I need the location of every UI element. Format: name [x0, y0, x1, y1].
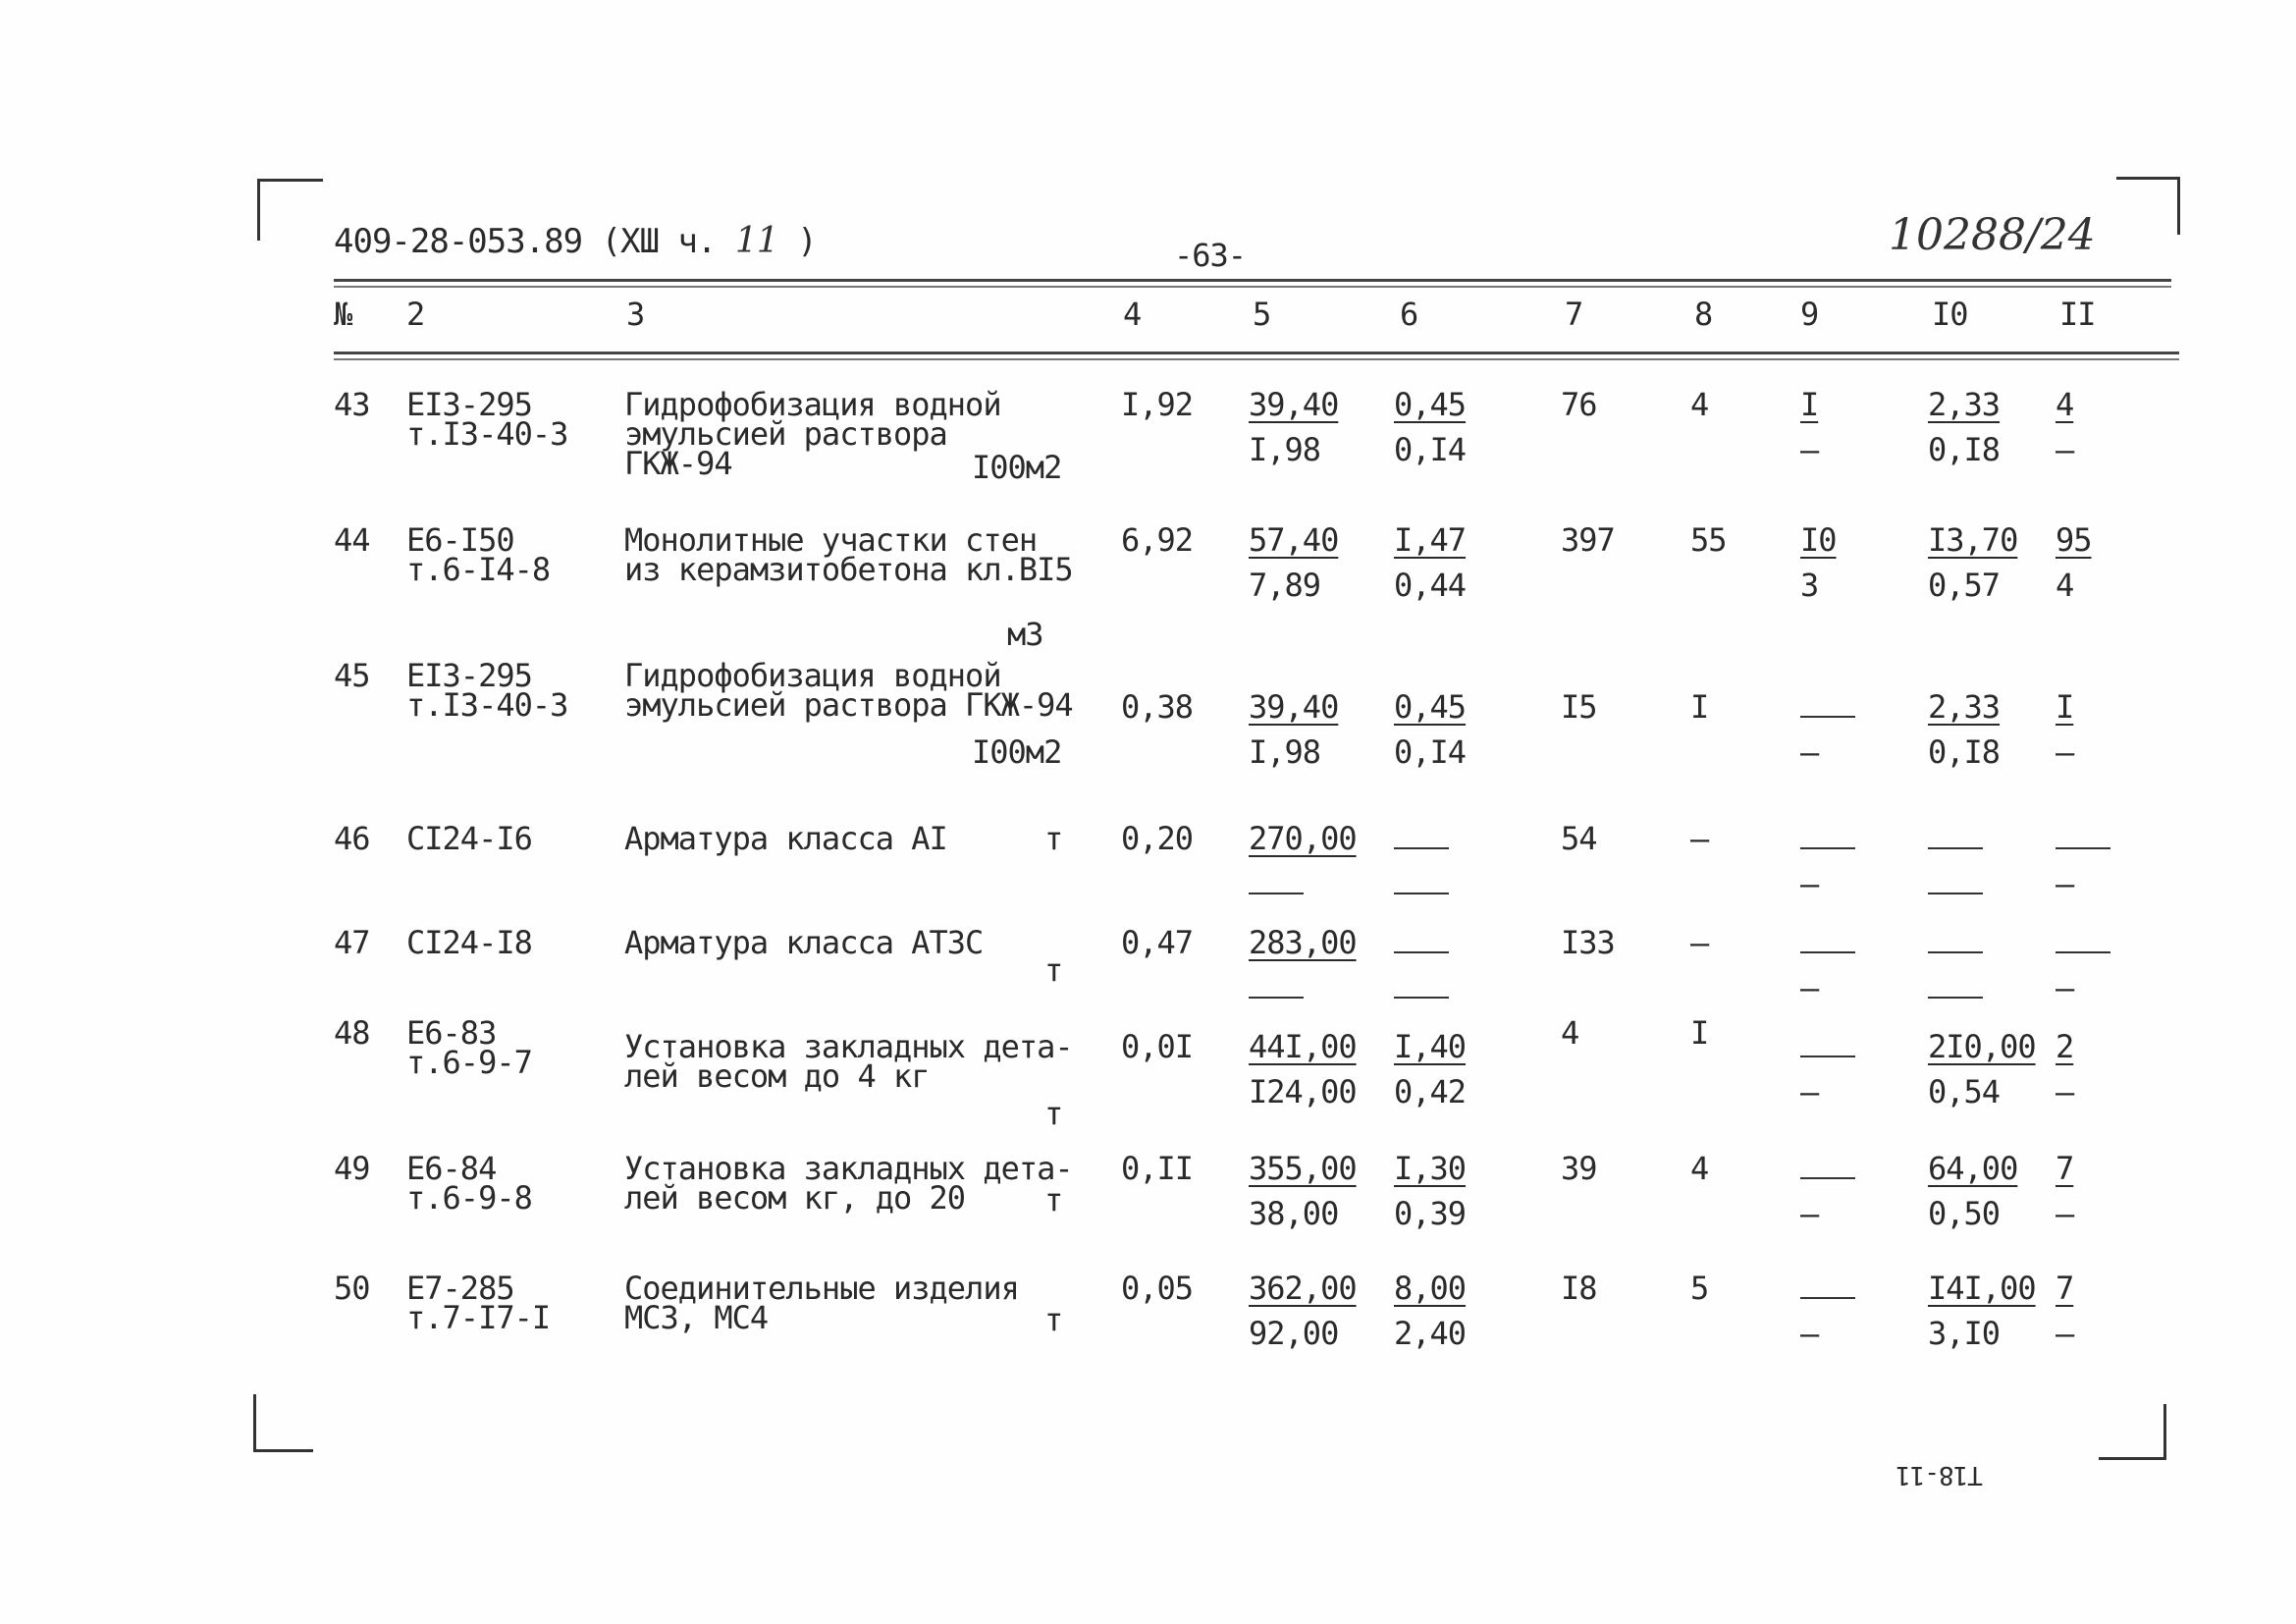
norm-code: т.6-9-7: [406, 1044, 532, 1081]
header-rule-top: [334, 279, 2171, 282]
norm-code: т.I3-40-3: [406, 686, 568, 724]
crop-mark-bottom-left: [253, 1394, 313, 1452]
machine-wages: 0,I4: [1394, 431, 1467, 468]
labor-per-unit: I3,70: [1928, 521, 2018, 559]
norm-code: E7-285: [406, 1270, 514, 1307]
machine-labor-per-unit: [1928, 868, 1983, 899]
work-description: Монолитные участки стен: [624, 521, 1038, 559]
machine-wages: [1394, 972, 1449, 1003]
column-header-10: I0: [1932, 296, 1968, 333]
machine-labor-total: –: [2056, 1195, 2074, 1232]
labor-total: 4: [2056, 386, 2074, 423]
unit-cost-total: 57,40: [1249, 521, 1339, 559]
footer-stamp: T18-11: [1896, 1460, 1983, 1489]
machine-total-wages: 3: [1800, 567, 1819, 604]
quantity: 6,92: [1121, 521, 1194, 559]
quantity: 0,0I: [1121, 1028, 1194, 1065]
machine-labor-total: –: [2056, 431, 2074, 468]
machine-total-wages: –: [1800, 969, 1819, 1006]
column-header-2: 2: [406, 296, 425, 333]
header-rule-bottom: [334, 352, 2179, 354]
total-cost: 4: [1561, 1014, 1579, 1052]
row-number: 46: [334, 820, 370, 857]
work-description: лей весом до 4 кг: [624, 1057, 930, 1095]
labor-per-unit: 64,00: [1928, 1150, 2018, 1187]
column-header-1: №: [334, 296, 352, 333]
document-code-close: ): [797, 222, 817, 261]
machine-labor-total: –: [2056, 865, 2074, 902]
machine-cost: [1394, 927, 1449, 958]
column-header-11: II: [2059, 296, 2096, 333]
total-wages: I: [1690, 1014, 1709, 1052]
unit-cost-wages: [1249, 868, 1304, 899]
machine-cost: [1394, 823, 1449, 854]
quantity: 0,II: [1121, 1150, 1194, 1187]
quantity: 0,20: [1121, 820, 1194, 857]
unit-of-measure: I00м2: [972, 733, 1062, 771]
labor-total: I: [2056, 688, 2074, 726]
labor-total: 7: [2056, 1150, 2074, 1187]
unit-of-measure: т: [1044, 951, 1063, 989]
crop-mark-top-left: [257, 179, 323, 241]
machine-total: [1800, 927, 1855, 958]
total-cost: I33: [1561, 924, 1615, 961]
machine-labor-per-unit: [1928, 972, 1983, 1003]
total-cost: 76: [1561, 386, 1597, 423]
unit-cost-wages: I24,00: [1249, 1073, 1357, 1110]
machine-labor-total: 4: [2056, 567, 2074, 604]
total-cost: 54: [1561, 820, 1597, 857]
unit-cost-total: 355,00: [1249, 1150, 1357, 1187]
machine-wages: 0,42: [1394, 1073, 1467, 1110]
machine-wages: 0,44: [1394, 567, 1467, 604]
machine-wages: 0,I4: [1394, 733, 1467, 771]
row-number: 47: [334, 924, 370, 961]
unit-cost-wages: 38,00: [1249, 1195, 1339, 1232]
labor-per-unit: [1928, 927, 1983, 958]
quantity: I,92: [1121, 386, 1194, 423]
norm-code: EI3-295: [406, 386, 532, 423]
total-wages: 4: [1690, 1150, 1709, 1187]
total-wages: –: [1690, 820, 1709, 857]
work-description: эмульсией раствора ГКЖ-94: [624, 686, 1073, 724]
machine-cost: I,30: [1394, 1150, 1467, 1187]
machine-cost: 0,45: [1394, 688, 1467, 726]
machine-labor-total: –: [2056, 1315, 2074, 1352]
machine-total-wages: –: [1800, 1315, 1819, 1352]
machine-total-wages: –: [1800, 1195, 1819, 1232]
labor-total: 2: [2056, 1028, 2074, 1065]
machine-labor-total: –: [2056, 1073, 2074, 1110]
header-rule-top-thin: [334, 286, 2171, 288]
machine-total-wages: –: [1800, 865, 1819, 902]
unit-of-measure: т: [1044, 820, 1063, 857]
machine-total: [1800, 1153, 1855, 1184]
row-number: 50: [334, 1270, 370, 1307]
row-number: 45: [334, 657, 370, 694]
machine-cost: 8,00: [1394, 1270, 1467, 1307]
machine-total: [1800, 1272, 1855, 1304]
labor-total: [2056, 927, 2110, 958]
header-rule-bottom-thin: [334, 358, 2179, 360]
machine-wages: 0,39: [1394, 1195, 1467, 1232]
column-header-3: 3: [626, 296, 645, 333]
column-header-5: 5: [1253, 296, 1271, 333]
unit-cost-wages: 7,89: [1249, 567, 1321, 604]
total-cost: 39: [1561, 1150, 1597, 1187]
machine-labor-per-unit: 0,I8: [1928, 733, 2001, 771]
unit-cost-wages: 92,00: [1249, 1315, 1339, 1352]
work-description: Соединительные изделия: [624, 1270, 1019, 1307]
total-cost: 397: [1561, 521, 1615, 559]
labor-per-unit: 2I0,00: [1928, 1028, 2036, 1065]
unit-cost-total: 44I,00: [1249, 1028, 1357, 1065]
unit-cost-total: 270,00: [1249, 820, 1357, 857]
total-cost: I5: [1561, 688, 1597, 726]
document-part-handwritten: 11: [734, 221, 778, 261]
quantity: 0,47: [1121, 924, 1194, 961]
work-description: MC3, MC4: [624, 1299, 769, 1336]
norm-code: т.6-9-8: [406, 1179, 532, 1217]
work-description: эмульсией раствора: [624, 415, 947, 453]
crop-mark-top-right: [2116, 177, 2180, 235]
unit-cost-wages: I,98: [1249, 733, 1321, 771]
machine-wages: [1394, 868, 1449, 899]
unit-cost-total: 362,00: [1249, 1270, 1357, 1307]
labor-per-unit: 2,33: [1928, 688, 2001, 726]
machine-labor-per-unit: 0,54: [1928, 1073, 2001, 1110]
labor-total: 7: [2056, 1270, 2074, 1307]
machine-total: [1800, 1031, 1855, 1062]
column-header-4: 4: [1123, 296, 1142, 333]
unit-of-measure: т: [1044, 1301, 1063, 1338]
column-header-7: 7: [1565, 296, 1583, 333]
unit-cost-total: 283,00: [1249, 924, 1357, 961]
column-header-8: 8: [1694, 296, 1713, 333]
work-description: Гидрофобизация водной: [624, 386, 1001, 423]
labor-total: [2056, 823, 2110, 854]
total-wages: 5: [1690, 1270, 1709, 1307]
machine-total-wages: –: [1800, 1073, 1819, 1110]
unit-of-measure: т: [1044, 1181, 1063, 1218]
machine-total: [1800, 691, 1855, 723]
norm-code: E6-84: [406, 1150, 497, 1187]
norm-code: E6-83: [406, 1014, 497, 1052]
quantity: 0,05: [1121, 1270, 1194, 1307]
labor-per-unit: 2,33: [1928, 386, 2001, 423]
labor-per-unit: [1928, 823, 1983, 854]
work-description: ГКЖ-94: [624, 445, 732, 482]
labor-per-unit: I4I,00: [1928, 1270, 2036, 1307]
norm-code: EI3-295: [406, 657, 532, 694]
machine-cost: I,40: [1394, 1028, 1467, 1065]
row-number: 48: [334, 1014, 370, 1052]
machine-labor-per-unit: 0,57: [1928, 567, 2001, 604]
machine-labor-per-unit: 0,50: [1928, 1195, 2001, 1232]
labor-total: 95: [2056, 521, 2092, 559]
norm-code: т.6-I4-8: [406, 551, 551, 588]
machine-cost: I,47: [1394, 521, 1467, 559]
unit-cost-wages: I,98: [1249, 431, 1321, 468]
row-number: 44: [334, 521, 370, 559]
machine-labor-per-unit: 3,I0: [1928, 1315, 2001, 1352]
crop-mark-bottom-right: [2099, 1404, 2166, 1460]
norm-code: E6-I50: [406, 521, 514, 559]
machine-wages: 2,40: [1394, 1315, 1467, 1352]
column-header-6: 6: [1400, 296, 1418, 333]
work-description: из керамзитобетона кл.BI5: [624, 551, 1073, 588]
unit-of-measure: I00м2: [972, 449, 1062, 486]
work-description: лей весом кг, до 20: [624, 1179, 966, 1217]
document-code-text: 409-28-053.89 (ХШ ч.: [334, 222, 717, 261]
row-number: 49: [334, 1150, 370, 1187]
total-wages: 4: [1690, 386, 1709, 423]
machine-total: I0: [1800, 521, 1837, 559]
column-header-9: 9: [1800, 296, 1819, 333]
work-description: Арматура класса AI: [624, 820, 947, 857]
machine-labor-per-unit: 0,I8: [1928, 431, 2001, 468]
unit-cost-wages: [1249, 972, 1304, 1003]
unit-of-measure: т: [1044, 1095, 1063, 1132]
norm-code: т.7-I7-I: [406, 1299, 551, 1336]
machine-labor-total: –: [2056, 733, 2074, 771]
work-description: Установка закладных дета-: [624, 1150, 1073, 1187]
archive-number-handwritten: 10288/24: [1889, 210, 2096, 260]
norm-code: CI24-I6: [406, 820, 532, 857]
machine-total-wages: –: [1800, 431, 1819, 468]
total-cost: I8: [1561, 1270, 1597, 1307]
norm-code: CI24-I8: [406, 924, 532, 961]
unit-cost-total: 39,40: [1249, 688, 1339, 726]
page-number: -63-: [1174, 237, 1247, 274]
total-wages: 55: [1690, 521, 1727, 559]
work-description: Гидрофобизация водной: [624, 657, 1001, 694]
machine-cost: 0,45: [1394, 386, 1467, 423]
machine-total-wages: –: [1800, 733, 1819, 771]
document-code: [334, 221, 817, 261]
machine-labor-total: –: [2056, 969, 2074, 1006]
total-wages: –: [1690, 924, 1709, 961]
machine-total: I: [1800, 386, 1819, 423]
machine-total: [1800, 823, 1855, 854]
total-wages: I: [1690, 688, 1709, 726]
work-description: Арматура класса AT3C: [624, 924, 984, 961]
unit-cost-total: 39,40: [1249, 386, 1339, 423]
quantity: 0,38: [1121, 688, 1194, 726]
norm-code: т.I3-40-3: [406, 415, 568, 453]
unit-of-measure: м3: [1007, 616, 1043, 653]
row-number: 43: [334, 386, 370, 423]
work-description: Установка закладных дета-: [624, 1028, 1073, 1065]
